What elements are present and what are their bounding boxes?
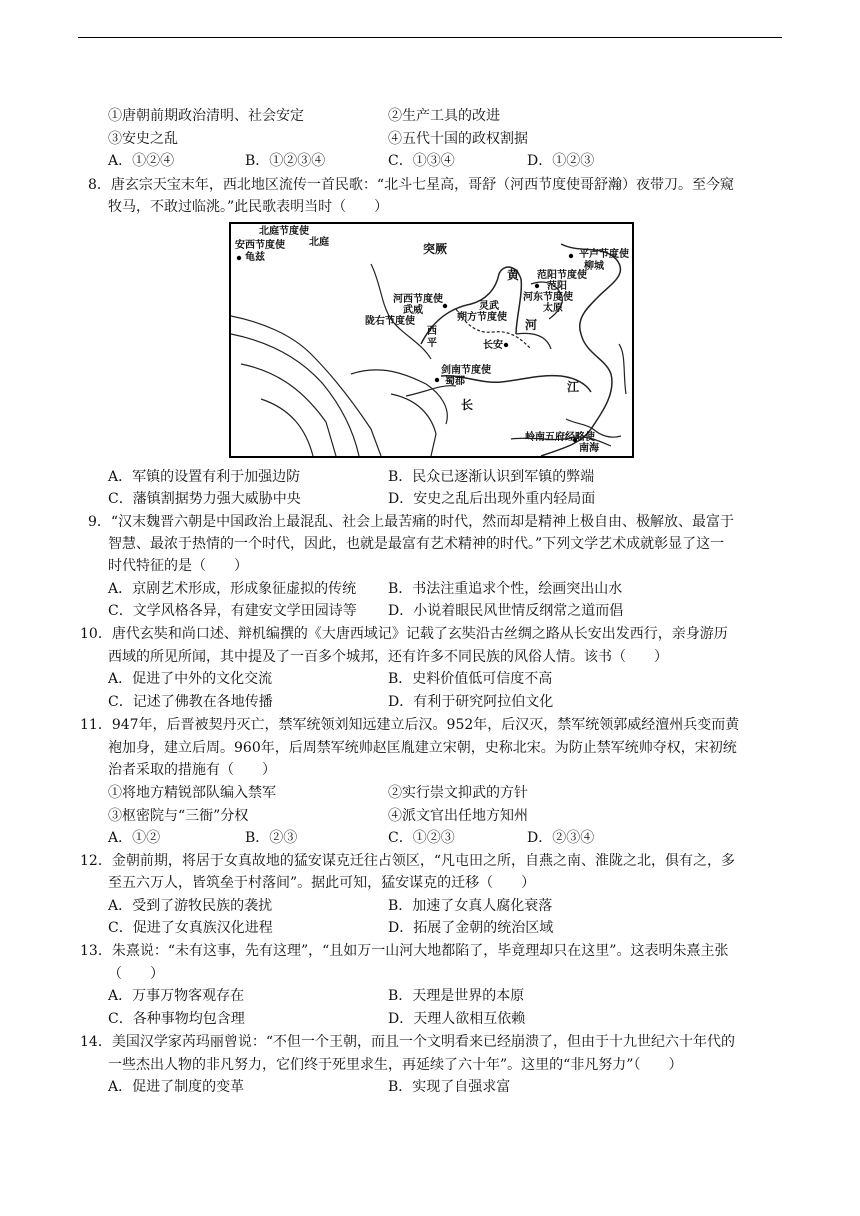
map-label-lingwu: 灵武 — [479, 301, 499, 312]
q14-stem-line1: 14．美国汉学家芮玛丽曾说：“不但一个王朝，而且一个文明看来已经崩溃了，但由于十九世纪六十年代的 — [80, 1034, 735, 1050]
map-label-hexi-city: 武威 — [403, 305, 423, 316]
q7-item-4: ④五代十国的政权割据 — [388, 131, 528, 147]
map-label-jiannan: 剑南节度使 — [441, 365, 491, 376]
q8-option-d[interactable]: D．安史之乱后出现外重内轻局面 — [388, 491, 596, 507]
map-label-chang: 长 — [461, 398, 474, 412]
tang-jiedushi-map — [229, 222, 634, 458]
q9-option-c[interactable]: C．文学风格各异，有建安文学田园诗等 — [108, 603, 357, 619]
q10-option-d[interactable]: D．有利于研究阿拉伯文化 — [388, 694, 554, 710]
map-label-beiting: 北庭节度使 — [259, 226, 309, 237]
q8-option-a[interactable]: A．军镇的设置有利于加强边防 — [108, 469, 301, 485]
q12-stem-line1: 12．金朝前期，将居于女真故地的猛安谋克迁往占领区，“凡屯田之所，自燕之南、淮陇之北，俱有之，多 — [80, 853, 735, 869]
q13-option-c[interactable]: C．各种事物均包含理 — [108, 1011, 245, 1027]
q10-stem-line1: 10．唐代玄奘和尚口述、辩机编撰的《大唐西域记》记载了玄奘沿古丝绸之路从长安出发西行，亲身游历 — [80, 626, 728, 642]
q9-stem-line2: 智慧、最浓于热情的一个时代，因此，也就是最富有艺术精神的时代。”下列文学艺术成就彰显了这一 — [108, 536, 725, 552]
map-label-pinglu-city: 柳城 — [584, 261, 604, 272]
q7-option-c[interactable]: C．①③④ — [388, 153, 455, 169]
map-label-pinglu: 平卢节度使 — [579, 249, 629, 260]
map-label-he: 河 — [525, 318, 538, 332]
map-label-jiang: 江 — [567, 380, 580, 394]
map-label-huang: 黄 — [507, 268, 520, 282]
map-label-anxi-city: 龟兹 — [245, 252, 265, 263]
q8-stem-line2: 牧马，不敢过临洮。”此民歌表明当时（ ） — [108, 199, 389, 215]
q12-option-c[interactable]: C．促进了女真族汉化进程 — [108, 920, 273, 936]
map-label-lingnan-city: 南海 — [579, 443, 599, 454]
map-label-lingnan: 岭南五府经略使 — [525, 432, 595, 443]
q7-item-3: ③安史之乱 — [108, 131, 178, 147]
map-label-longyou: 陇右节度使 — [365, 316, 415, 327]
q9-option-d[interactable]: D．小说着眼民风世情反纲常之道而倡 — [388, 603, 624, 619]
q11-item-3: ③枢密院与“三衙”分权 — [108, 808, 249, 824]
map-label-jiannan-city: 蜀郡 — [445, 376, 465, 387]
map-label-tujue: 突厥 — [423, 242, 448, 256]
q10-option-b[interactable]: B．史料价值低可信度不高 — [388, 671, 553, 687]
map-label-fanyang-city: 范阳 — [547, 281, 567, 292]
q12-option-d[interactable]: D．拓展了金朝的统治区域 — [388, 920, 554, 936]
q7-option-b[interactable]: B．①②③④ — [245, 153, 326, 169]
q8-stem-line1: 8．唐玄宗天宝末年，西北地区流传一首民歌：“北斗七星高，哥舒（河西节度使哥舒瀚）夜带刀。至今窥 — [88, 177, 735, 193]
map-label-fanyang: 范阳节度使 — [537, 270, 587, 281]
q11-stem-line1: 11．947年，后晋被契丹灭亡，禁军统领刘知远建立后汉。952年，后汉灭，禁军统领郭威经澶州兵变而黄 — [80, 717, 740, 733]
map-label-xiping: 西平 — [427, 326, 437, 349]
q11-option-b[interactable]: B．②③ — [245, 830, 298, 846]
q11-item-2: ②实行崇文抑武的方针 — [388, 785, 528, 801]
q9-option-a[interactable]: A．京剧艺术形成，形成象征虚拟的传统 — [108, 581, 357, 597]
q9-option-b[interactable]: B．书法注重追求个性，绘画突出山水 — [388, 581, 623, 597]
q13-option-d[interactable]: D．天理人欲相互依赖 — [388, 1011, 526, 1027]
q13-option-b[interactable]: B．天理是世界的本原 — [388, 988, 525, 1004]
q8-option-b[interactable]: B．民众已逐渐认识到军镇的弊端 — [388, 469, 595, 485]
q10-option-c[interactable]: C．记述了佛教在各地传播 — [108, 694, 273, 710]
q11-item-4: ④派文官出任地方知州 — [388, 808, 528, 824]
q12-option-a[interactable]: A．受到了游牧民族的袭扰 — [108, 898, 273, 914]
q11-option-c[interactable]: C．①②③ — [388, 830, 455, 846]
q9-stem-line3: 时代特征的是（ ） — [108, 558, 248, 574]
header-rule — [78, 37, 782, 38]
q7-option-d[interactable]: D．①②③ — [527, 153, 595, 169]
q7-item-1: ①唐朝前期政治清明、社会安定 — [108, 108, 304, 124]
q7-option-a[interactable]: A．①②④ — [108, 153, 175, 169]
map-label-hedong: 河东节度使 — [523, 292, 573, 303]
q11-stem-line3: 治者采取的措施有（ ） — [108, 762, 276, 778]
q10-option-a[interactable]: A．促进了中外的文化交流 — [108, 671, 273, 687]
map-label-hexi: 河西节度使 — [393, 294, 443, 305]
q14-option-a[interactable]: A．促进了制度的变革 — [108, 1079, 245, 1095]
q7-item-2: ②生产工具的改进 — [388, 108, 500, 124]
q13-option-a[interactable]: A．万事万物客观存在 — [108, 988, 245, 1004]
map-label-beiting-city: 北庭 — [309, 237, 329, 248]
q11-item-1: ①将地方精锐部队编入禁军 — [108, 785, 276, 801]
q11-option-a[interactable]: A．①② — [108, 830, 161, 846]
map-label-hedong-city: 太原 — [543, 303, 563, 314]
q14-option-b[interactable]: B．实现了自强求富 — [388, 1079, 511, 1095]
q13-stem-line2: （ ） — [108, 966, 164, 982]
map-label-changan: 长安 — [483, 340, 503, 351]
map-label-shuofang: 朔方节度使 — [457, 312, 507, 323]
q10-stem-line2: 西域的所见所闻，其中提及了一百多个城邦，还有许多不同民族的风俗人情。该书（ ） — [108, 649, 668, 665]
q12-stem-line2: 至五六万人，皆筑垒于村落间”。据此可知，猛安谋克的迁移（ ） — [108, 875, 536, 891]
q9-stem-line1: 9．“汉末魏晋六朝是中国政治上最混乱、社会上最苦痛的时代，然而却是精神上极自由、极解放、最富于 — [88, 514, 735, 530]
q13-stem-line1: 13．朱熹说：“未有这事，先有这理”，“且如万一山河大地都陷了，毕竟理却只在这里”。这表明朱熹主张 — [80, 943, 729, 959]
q12-option-b[interactable]: B．加速了女真人腐化衰落 — [388, 898, 553, 914]
q11-option-d[interactable]: D．②③④ — [527, 830, 595, 846]
q14-stem-line2: 一些杰出人物的非凡努力，它们终于死里求生，再延续了六十年”。这里的“非凡努力”（ ） — [108, 1057, 683, 1073]
q11-stem-line2: 袍加身，建立后周。960年，后周禁军统帅赵匡胤建立宋朝，史称北宋。为防止禁军统帅夺权，宋初统 — [108, 740, 737, 756]
map-label-anxi: 安西节度使 — [235, 240, 285, 251]
q8-option-c[interactable]: C．藩镇割据势力强大威胁中央 — [108, 491, 301, 507]
